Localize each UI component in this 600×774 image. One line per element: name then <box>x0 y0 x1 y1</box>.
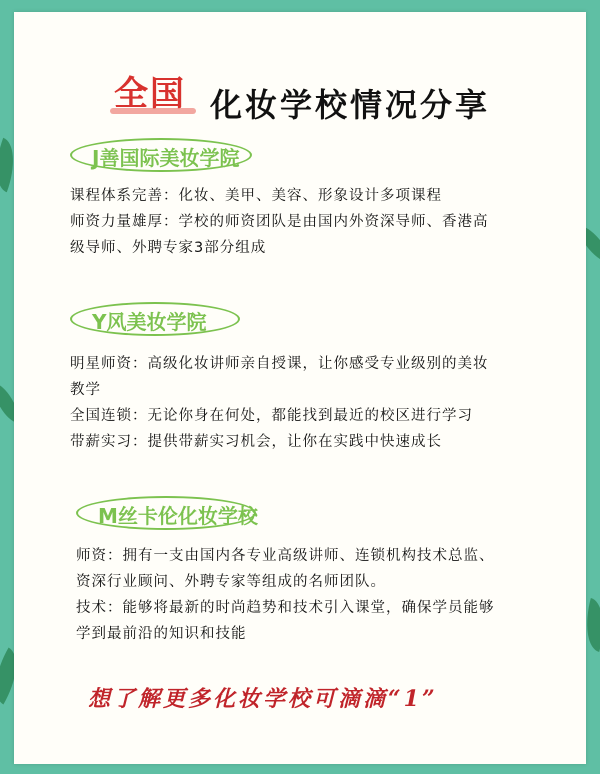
document-page <box>14 12 586 764</box>
school-detail-line: 资深行业顾问、外聘专家等组成的名师团队。 <box>76 574 386 590</box>
school-detail-line: 级导师、外聘专家3部分组成 <box>70 240 267 256</box>
school-detail-line: 学到最前沿的知识和技能 <box>76 626 247 642</box>
school-detail-line: 技术：能够将最新的时尚趋势和技术引入课堂，确保学员能够 <box>76 600 495 616</box>
school-detail-line: 师资：拥有一支由国内各专业高级讲师、连锁机构技术总监、 <box>76 548 495 564</box>
school-detail-line: 教学 <box>70 382 101 398</box>
title-black-text: 化妆学校情况分享 <box>210 86 491 124</box>
page-title <box>14 62 586 132</box>
school-name-badge <box>76 496 256 530</box>
school-detail-line: 师资力量雄厚：学校的师资团队是由国内外资深导师、香港高 <box>70 214 489 230</box>
school-name-badge <box>70 138 252 172</box>
school-name: M丝卡伦化妆学校 <box>98 504 258 528</box>
school-detail-line: 明星师资：高级化妆讲师亲自授课，让你感受专业级别的美妆 <box>70 356 489 372</box>
school-name: Y风美妆学院 <box>92 310 207 334</box>
school-name: J善国际美妆学院 <box>92 146 240 170</box>
call-to-action: 想了解更多化妆学校可滴滴“1” <box>88 686 438 712</box>
school-name-badge <box>70 302 240 336</box>
title-red-text: 全国 <box>114 74 186 114</box>
school-detail-line: 课程体系完善：化妆、美甲、美容、形象设计多项课程 <box>70 188 442 204</box>
school-detail-line: 带薪实习：提供带薪实习机会，让你在实践中快速成长 <box>70 434 442 450</box>
school-detail-line: 全国连锁：无论你身在何处，都能找到最近的校区进行学习 <box>70 408 473 424</box>
